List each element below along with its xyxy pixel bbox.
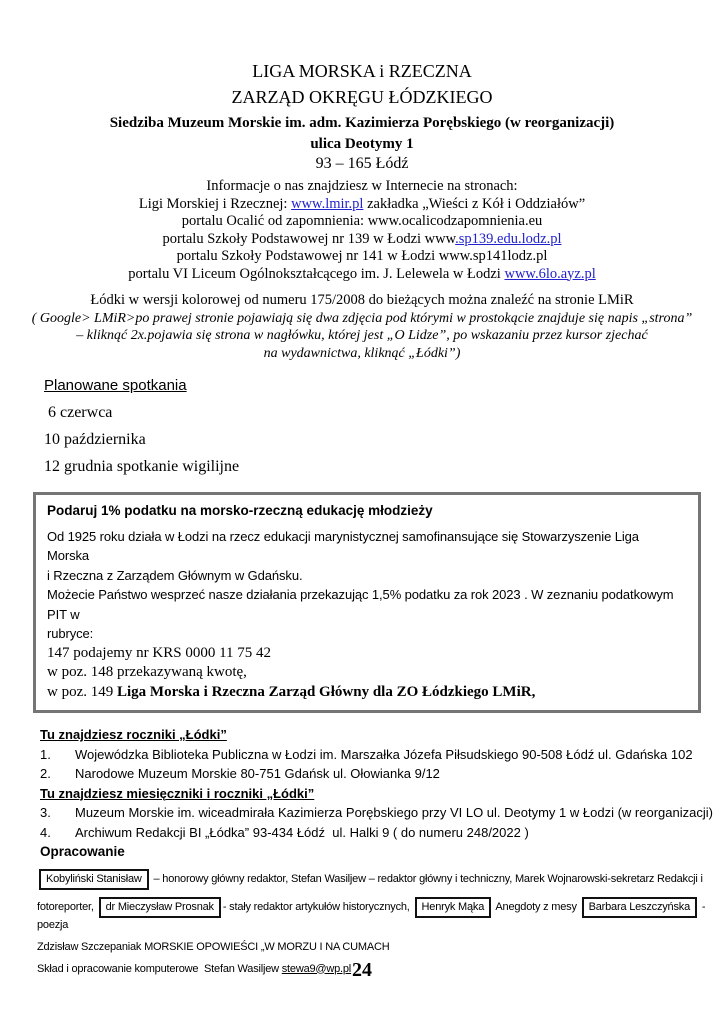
donation-pos149-pre: w poz. 149 <box>47 683 117 700</box>
archive-item-text: Archiwum Redakcji BI „Łódka” 93-434 Łódź ul. Halki 9 ( do numeru 248/2022 ) <box>75 824 529 840</box>
line-sp141: portalu Szkoły Podstawowej nr 141 w Łodzi www.sp141lodz.pl <box>176 248 548 264</box>
6lo-link[interactable]: www.6lo.ayz.pl <box>504 265 596 282</box>
credit-text: - poezja <box>37 900 709 931</box>
planned-meetings-section <box>44 376 724 476</box>
credit-line-3: Zdzisław Szczepaniak MORSKIE OPOWIEŚCI „W MORZU I NA CUMACH <box>37 940 390 953</box>
credit-text: - stały redaktor artykułów historycznych, <box>222 900 413 913</box>
org-seat: Siedziba Muzeum Morskie im. adm. Kazimierza Porębskiego (w reorganizacji) <box>109 115 615 131</box>
archive-item-number: 2. <box>40 766 51 781</box>
planned-meetings-heading: Planowane spotkania <box>44 377 187 394</box>
line-lmir-post: zakładka „Wieści z Kół i Oddziałów” <box>363 195 586 212</box>
donation-krs-line: 147 podajemy nr KRS 0000 11 75 42 <box>47 644 272 661</box>
org-name-line1: LIGA MORSKA i RZECZNA <box>252 61 472 81</box>
internet-info-section <box>0 178 724 283</box>
credits-heading: Opracowanie <box>40 844 125 859</box>
donation-para2-line1: Możecie Państwo wesprzeć nasze działania przekazując 1,5% podatku za rok 2023 . W zeznaniu podatkowym PIT w <box>47 587 681 622</box>
lodki-note-section <box>0 291 724 362</box>
line-ocalic: portalu Ocalić od zapomnienia: www.ocalicodzapomnienia.eu <box>181 213 543 229</box>
archive-item-number: 3. <box>40 805 51 820</box>
org-postal-city: 93 – 165 Łódź <box>315 155 409 172</box>
credit-text: Skład i opracowanie komputerowe Stefan Wasiljew <box>37 962 282 975</box>
archive-item-text: Narodowe Muzeum Morskie 80-751 Gdańsk ul. Ołowianka 9/12 <box>75 766 440 781</box>
sp139-link[interactable]: .sp139.edu.lodz.pl <box>455 230 562 247</box>
line-lmir <box>0 196 724 214</box>
page-number: 24 <box>352 959 372 981</box>
archive-item <box>40 803 724 823</box>
monthlies-heading: Tu znajdziesz miesięczniki i roczniki „Łódki” <box>40 785 315 801</box>
org-name-line2: ZARZĄD OKRĘGU ŁÓDZKIEGO <box>231 87 493 107</box>
email-link[interactable]: stewa9@wp.pl <box>281 962 352 975</box>
credit-line-1 <box>37 869 724 890</box>
donation-para1-line1: Od 1925 roku działa w Łodzi na rzecz edukacji marynistycznej samofinansujące się Stowarzyszenie Liga Morska <box>47 528 643 563</box>
credit-text: fotoreporter, <box>37 900 97 913</box>
donation-para2-line2: rubryce: <box>47 626 94 641</box>
meeting-item: 10 października <box>44 431 146 448</box>
lmir-link[interactable]: www.lmir.pl <box>291 195 364 212</box>
editor-name-box: Barbara Leszczyńska <box>582 897 697 918</box>
editor-name-box: Kobyliński Stanisław <box>39 869 149 890</box>
editor-name-box: Henryk Mąka <box>415 897 492 918</box>
line-6lo <box>0 266 724 284</box>
line-sp139 <box>0 231 724 249</box>
archive-item <box>40 823 724 843</box>
org-street: ulica Deotymy 1 <box>310 136 414 152</box>
donation-pos149-line <box>47 683 684 703</box>
credit-text: – honorowy główny redaktor, Stefan Wasiljew – redaktor główny i techniczny, Marek Wojnarowski-sekretarz Redakcji i <box>150 872 703 885</box>
document-header <box>0 0 724 174</box>
archive-item <box>40 764 724 784</box>
donation-para1-line2: i Rzeczna z Zarządem Głównym w Gdańsku. <box>47 567 303 583</box>
yearbooks-heading: Tu znajdziesz roczniki „Łódki” <box>40 727 227 742</box>
archive-item-text: Wojewódzka Biblioteka Publiczna w Łodzi im. Marszałka Józefa Piłsudskiego 90-508 Łódź ul. Gdańska 102 <box>75 746 693 762</box>
tax-donation-title: Podaruj 1% podatku na morsko-rzeczną edukację młodzieży <box>47 503 433 518</box>
tax-donation-box <box>33 492 701 713</box>
archives-section <box>40 725 724 862</box>
line-6lo-pre: portalu VI Liceum Ogólnokształcącego im. J. Lelewela w Łodzi <box>128 265 505 282</box>
line-lmir-pre: Ligi Morskiej i Rzecznej: <box>138 195 292 212</box>
archive-item-number: 1. <box>40 746 51 762</box>
lodki-note-line3: – kliknąć 2x.pojawia się strona w nagłówku, której jest „O Lidze”, po wskazaniu przez kursor zjechać <box>76 328 648 343</box>
credit-line-2 <box>37 897 724 933</box>
lodki-note-line4: na wydawnictwa, kliknąć „Łódki”) <box>263 345 461 361</box>
lodki-note-line1: Łódki w wersji kolorowej od numeru 175/2008 do bieżących można znaleźć na stronie LMiR <box>90 292 634 308</box>
donation-pos149-recipient: Liga Morska i Rzeczna Zarząd Główny dla ZO Łódzkiego LMiR, <box>117 683 536 700</box>
lodki-note-line2: ( Google> LMiR>po prawej stronie pojawiają się dwa zdjęcia pod którymi w prostokącie znajduje się napis „strona” <box>31 310 693 326</box>
meeting-item: 6 czerwca <box>44 404 113 421</box>
archive-item-number: 4. <box>40 824 51 840</box>
line-sp139-pre: portalu Szkoły Podstawowej nr 139 w Łodzi www <box>162 230 456 247</box>
credit-text: Anegdoty z mesy <box>493 900 580 913</box>
internet-info-intro: Informacje o nas znajdziesz w Internecie na stronach: <box>206 178 518 194</box>
meeting-item: 12 grudnia spotkanie wigilijne <box>44 458 240 475</box>
donation-pos148-line: w poz. 148 przekazywaną kwotę, <box>47 664 247 680</box>
archive-item <box>40 745 724 765</box>
archive-item-text: Muzeum Morskie im. wiceadmirała Kazimierza Porębskiego przy VI LO ul. Deotymy 1 w Łodzi (w reorganizacji) <box>75 805 713 820</box>
editor-name-box: dr Mieczysław Prosnak <box>99 897 221 918</box>
